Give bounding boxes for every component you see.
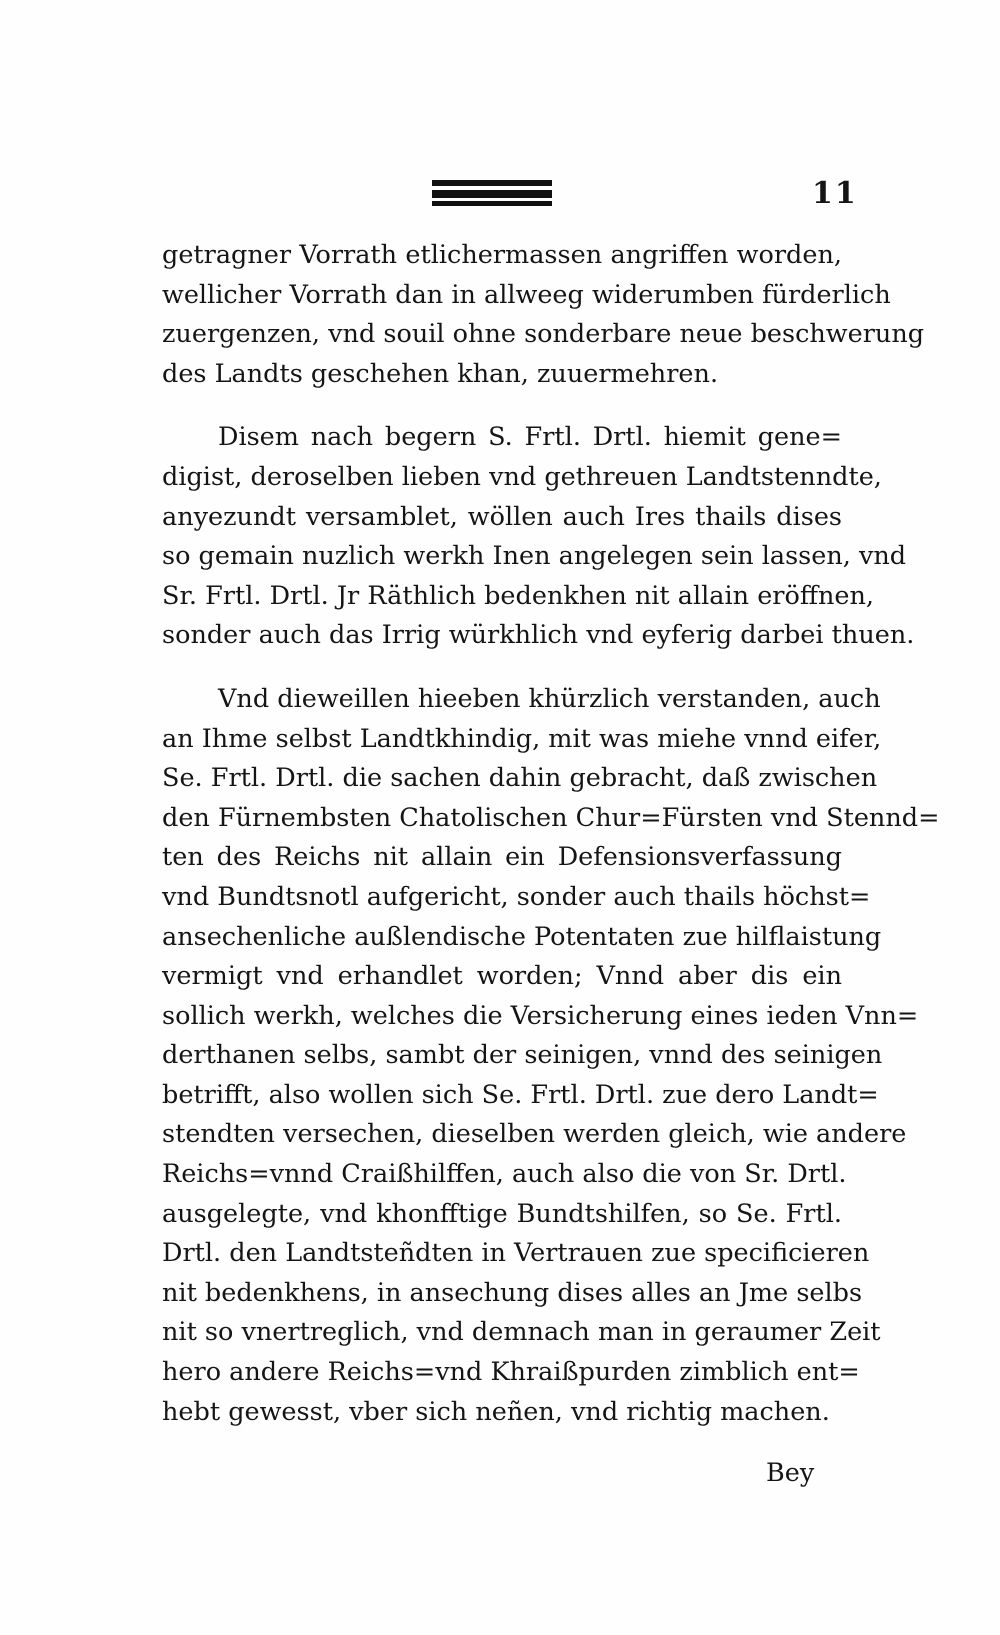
text-line: ten des Reichs nit allain ein Defensionsverfassung (162, 842, 842, 873)
text-line: wellicher Vorrath dan in allweeg widerumben fürderlich (162, 279, 891, 310)
text-line: Reichs=vnnd Craißhilffen, auch also die von Sr. Drtl. (162, 1159, 847, 1190)
text-line: hebt gewesst, vber sich neñen, vnd richtig machen. (162, 1396, 830, 1427)
text-line: derthanen selbs, sambt der seinigen, vnnd des seinigen (162, 1040, 883, 1071)
text-line: Vnd dieweillen hieeben khürzlich verstanden, auch (218, 683, 881, 714)
text-line: vermigt vnd erhandlet worden; Vnnd aber dis ein (162, 961, 842, 992)
text-line: hero andere Reichs=vnd Khraißpurden zimblich ent= (162, 1357, 860, 1388)
text-line: nit bedenkhens, in ansechung dises alles an Jme selbs (162, 1277, 863, 1308)
text-line: Drtl. den Landtsteñdten in Vertrauen zue specificieren (162, 1238, 870, 1269)
page-header (0, 176, 1000, 216)
paragraph-2 (162, 418, 915, 656)
text-line: digist, deroselben lieben vnd gethreuen Landtstenndte, (162, 461, 882, 492)
text-line: an Ihme selbst Landtkhindig, mit was miehe vnnd eifer, (162, 723, 882, 754)
text-line: sonder auch das Irrig würkhlich vnd eyferig darbei thuen. (162, 620, 915, 651)
text-line: ausgelegte, vnd khonfftige Bundtshilfen, so Se. Frtl. (162, 1198, 842, 1229)
text-line: nit so vnertreglich, vnd demnach man in geraumer Zeit (162, 1317, 881, 1348)
text-line: getragner Vorrath etlichermassen angriffen worden, (162, 240, 842, 270)
text-line: sollich werkh, welches die Versicherung eines ieden Vnn= (162, 1000, 919, 1031)
paragraph-3 (162, 680, 940, 1432)
text-line: betrifft, also wollen sich Se. Frtl. Drtl. zue dero Landt= (162, 1079, 879, 1110)
text-line: vnd Bundtsnotl aufgericht, sonder auch thails höchst= (162, 881, 871, 912)
text-line: Se. Frtl. Drtl. die sachen dahin gebracht, daß zwischen (162, 763, 878, 794)
text-line: den Fürnembsten Chatolischen Chur=Fürsten vnd Stennd= (162, 802, 940, 833)
paragraph-1 (162, 236, 925, 394)
page-number: 11 (812, 176, 858, 211)
text-line: anyezundt versamblet, wöllen auch Ires thails dises (162, 501, 842, 532)
text-line: zuergenzen, vnd souil ohne sonderbare neue beschwerung (162, 319, 925, 350)
ornament-bar (432, 180, 552, 186)
text-line: so gemain nuzlich werkh Inen angelegen sein lassen, vnd (162, 541, 907, 572)
header-ornament-rule (432, 180, 552, 208)
text-line: des Landts geschehen khan, zuuermehren. (162, 358, 719, 389)
text-line: stendten versechen, dieselben werden gleich, wie andere (162, 1119, 907, 1150)
ornament-bar (432, 190, 552, 198)
catchword: Bey (766, 1458, 815, 1488)
text-line: ansechenliche außlendische Potentaten zue hilflaistung (162, 921, 882, 952)
body-text (162, 236, 940, 1456)
ornament-bar (432, 201, 552, 206)
text-line: Disem nach begern S. Frtl. Drtl. hiemit gene= (218, 422, 842, 453)
text-line: Sr. Frtl. Drtl. Jr Räthlich bedenkhen nit allain eröffnen, (162, 580, 874, 611)
